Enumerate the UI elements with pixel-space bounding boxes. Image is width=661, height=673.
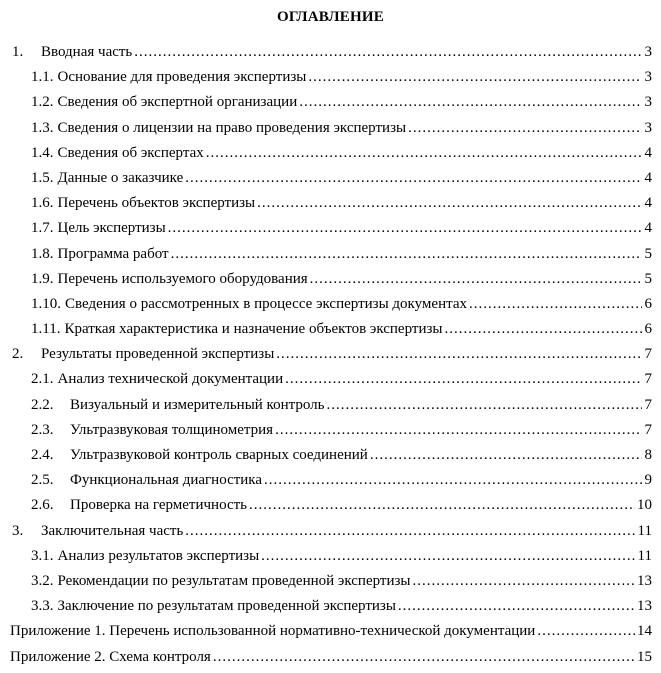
toc-entry-page: 13 [637, 572, 652, 589]
dot-leader [370, 446, 642, 464]
toc-entry-page: 7 [644, 346, 652, 363]
toc-entry-title: Анализ результатов экспертизы [57, 547, 260, 564]
toc-entry-page: 4 [644, 144, 652, 161]
toc-entry-1-5[interactable] [0, 169, 661, 194]
toc-entry-page: 5 [644, 270, 652, 287]
toc-entry-2-3[interactable] [0, 421, 661, 446]
toc-entry-title: Сведения о рассмотренных в процессе экспертизы документах [65, 295, 467, 312]
toc-entry-title: Приложение 2. Схема контроля [10, 648, 211, 665]
toc-entry-3-2[interactable] [0, 572, 661, 597]
toc-entry-2-1[interactable] [0, 370, 661, 395]
toc-entry-title: Анализ технической документации [57, 371, 284, 388]
toc-entry-number: 1. [12, 44, 24, 60]
toc-entry-title: Заключительная часть [41, 522, 184, 539]
dot-leader [444, 320, 642, 338]
toc-entry-1-2[interactable] [0, 93, 661, 118]
toc-entry-title: Ультразвуковой контроль сварных соединений [70, 447, 368, 463]
toc-entry-page: 6 [644, 321, 652, 338]
toc-entry-number: 1.6. [31, 195, 54, 212]
toc-entry-1-1[interactable] [0, 68, 661, 93]
toc-entry-1-9[interactable] [0, 270, 661, 295]
toc-entry-appendix-2[interactable] [0, 648, 661, 673]
toc-entry-page: 7 [644, 371, 652, 388]
toc-entry-title: Сведения о лицензии на право проведения экспертизы [57, 119, 407, 136]
toc-entry-1-10[interactable] [0, 295, 661, 320]
toc-entry-number: 1.11. [31, 321, 61, 338]
toc-entry-page: 10 [637, 497, 652, 514]
dot-leader [213, 648, 635, 666]
toc-entry-title: Проверка на герметичность [70, 497, 248, 514]
toc-entry-number: 1.4. [31, 144, 54, 161]
dot-leader [413, 572, 636, 590]
toc-entry-page: 4 [644, 169, 652, 186]
toc-entry-page: 7 [644, 421, 652, 438]
dot-leader [185, 169, 642, 187]
dot-leader [261, 547, 635, 565]
toc-entry-title: Основание для проведения экспертизы [57, 69, 307, 86]
dot-leader [326, 396, 642, 414]
toc-entry-number: 2.3. [31, 421, 54, 438]
dot-leader [537, 622, 635, 640]
toc-entry-number: 1.5. [31, 169, 54, 186]
dot-leader [206, 144, 642, 162]
toc-entry-1-7[interactable] [0, 219, 661, 244]
dot-leader [398, 597, 635, 615]
toc-entry-title: Вводная часть [41, 44, 133, 60]
dot-leader [469, 295, 642, 313]
toc-entry-appendix-1[interactable] [0, 622, 661, 647]
toc-entry-title: Цель экспертизы [57, 220, 166, 237]
toc-entry-number: 3.3. [31, 598, 54, 615]
toc-entry-number: 2.5. [31, 472, 54, 489]
toc-entry-number: 3. [12, 522, 24, 539]
toc-entry-page: 14 [637, 623, 652, 640]
dot-leader [285, 370, 642, 388]
toc-entry-1-3[interactable] [0, 119, 661, 144]
dot-leader [257, 194, 642, 212]
toc-entry-number: 1.3. [31, 119, 54, 136]
page-title: ОГЛАВЛЕНИЕ [277, 9, 384, 25]
toc-entry-page: 3 [644, 69, 652, 86]
toc-entry-page: 11 [637, 547, 652, 564]
toc-entry-title: Рекомендации по результатам проведенной экспертизы [57, 572, 411, 589]
toc-entry-page: 4 [644, 195, 652, 212]
toc-entry-1-8[interactable] [0, 245, 661, 270]
toc-entry-title: Результаты проведенной экспертизы [41, 346, 275, 363]
toc-entry-3[interactable] [0, 522, 661, 547]
dot-leader [275, 421, 642, 439]
dot-leader [168, 219, 642, 237]
toc-entry-page: 9 [644, 472, 652, 489]
dot-leader [299, 93, 642, 111]
toc-entry-page: 7 [644, 396, 652, 413]
dot-leader [249, 496, 635, 514]
toc-entry-3-3[interactable] [0, 597, 661, 622]
toc-entry-2[interactable] [0, 345, 661, 370]
toc-entry-1[interactable] [0, 43, 661, 68]
dot-leader [276, 345, 642, 363]
toc-entry-page: 6 [644, 295, 652, 312]
toc-entry-3-1[interactable] [0, 547, 661, 572]
toc-entry-number: 1.1. [31, 69, 54, 86]
toc-entry-number: 1.2. [31, 94, 54, 111]
toc-list [0, 43, 661, 673]
toc-entry-title: Приложение 1. Перечень использованной нормативно-технической документации [10, 623, 536, 640]
dot-leader [264, 471, 642, 489]
toc-entry-number: 1.9. [31, 270, 54, 287]
toc-entry-number: 1.10. [31, 295, 61, 312]
toc-entry-1-4[interactable] [0, 144, 661, 169]
toc-entry-number: 2.4. [31, 447, 54, 463]
toc-entry-title: Краткая характеристика и назначение объектов экспертизы [64, 321, 443, 338]
toc-entry-number: 2.6. [31, 497, 54, 514]
toc-entry-page: 11 [637, 522, 652, 539]
dot-leader [408, 119, 642, 137]
toc-entry-number: 2.1. [31, 371, 54, 388]
dot-leader [171, 245, 642, 263]
toc-entry-2-2[interactable] [0, 396, 661, 421]
toc-entry-1-11[interactable] [0, 320, 661, 345]
dot-leader [310, 270, 642, 288]
toc-entry-number: 1.7. [31, 220, 54, 237]
dot-leader [308, 68, 642, 86]
toc-entry-title: Визуальный и измерительный контроль [70, 396, 325, 413]
toc-entry-title: Ультразвуковая толщинометрия [70, 421, 274, 438]
toc-entry-title: Перечень используемого оборудования [57, 270, 308, 287]
toc-entry-page: 3 [644, 119, 652, 136]
toc-entry-2-4[interactable] [0, 446, 661, 471]
toc-entry-page: 3 [644, 44, 652, 60]
toc-entry-title: Заключение по результатам проведенной экспертизы [57, 598, 396, 615]
toc-entry-page: 8 [644, 447, 652, 463]
dot-leader [134, 43, 642, 61]
toc-entry-title: Данные о заказчике [57, 169, 184, 186]
toc-entry-number: 2. [12, 346, 24, 363]
toc-entry-2-5[interactable] [0, 471, 661, 496]
toc-entry-page: 4 [644, 220, 652, 237]
toc-entry-title: Функциональная диагностика [70, 472, 263, 489]
toc-entry-number: 2.2. [31, 396, 54, 413]
toc-entry-page: 3 [644, 94, 652, 111]
toc-entry-page: 13 [637, 598, 652, 615]
toc-entry-title: Перечень объектов экспертизы [57, 195, 256, 212]
toc-entry-title: Сведения об экспертной организации [57, 94, 298, 111]
toc-entry-number: 3.1. [31, 547, 54, 564]
toc-entry-number: 3.2. [31, 572, 54, 589]
dot-leader [185, 522, 635, 540]
toc-entry-title: Сведения об экспертах [57, 144, 204, 161]
toc-entry-number: 1.8. [31, 245, 54, 262]
toc-entry-1-6[interactable] [0, 194, 661, 219]
toc-entry-2-6[interactable] [0, 496, 661, 521]
toc-entry-title: Программа работ [57, 245, 169, 262]
toc-entry-page: 5 [644, 245, 652, 262]
toc-entry-page: 15 [637, 648, 652, 665]
